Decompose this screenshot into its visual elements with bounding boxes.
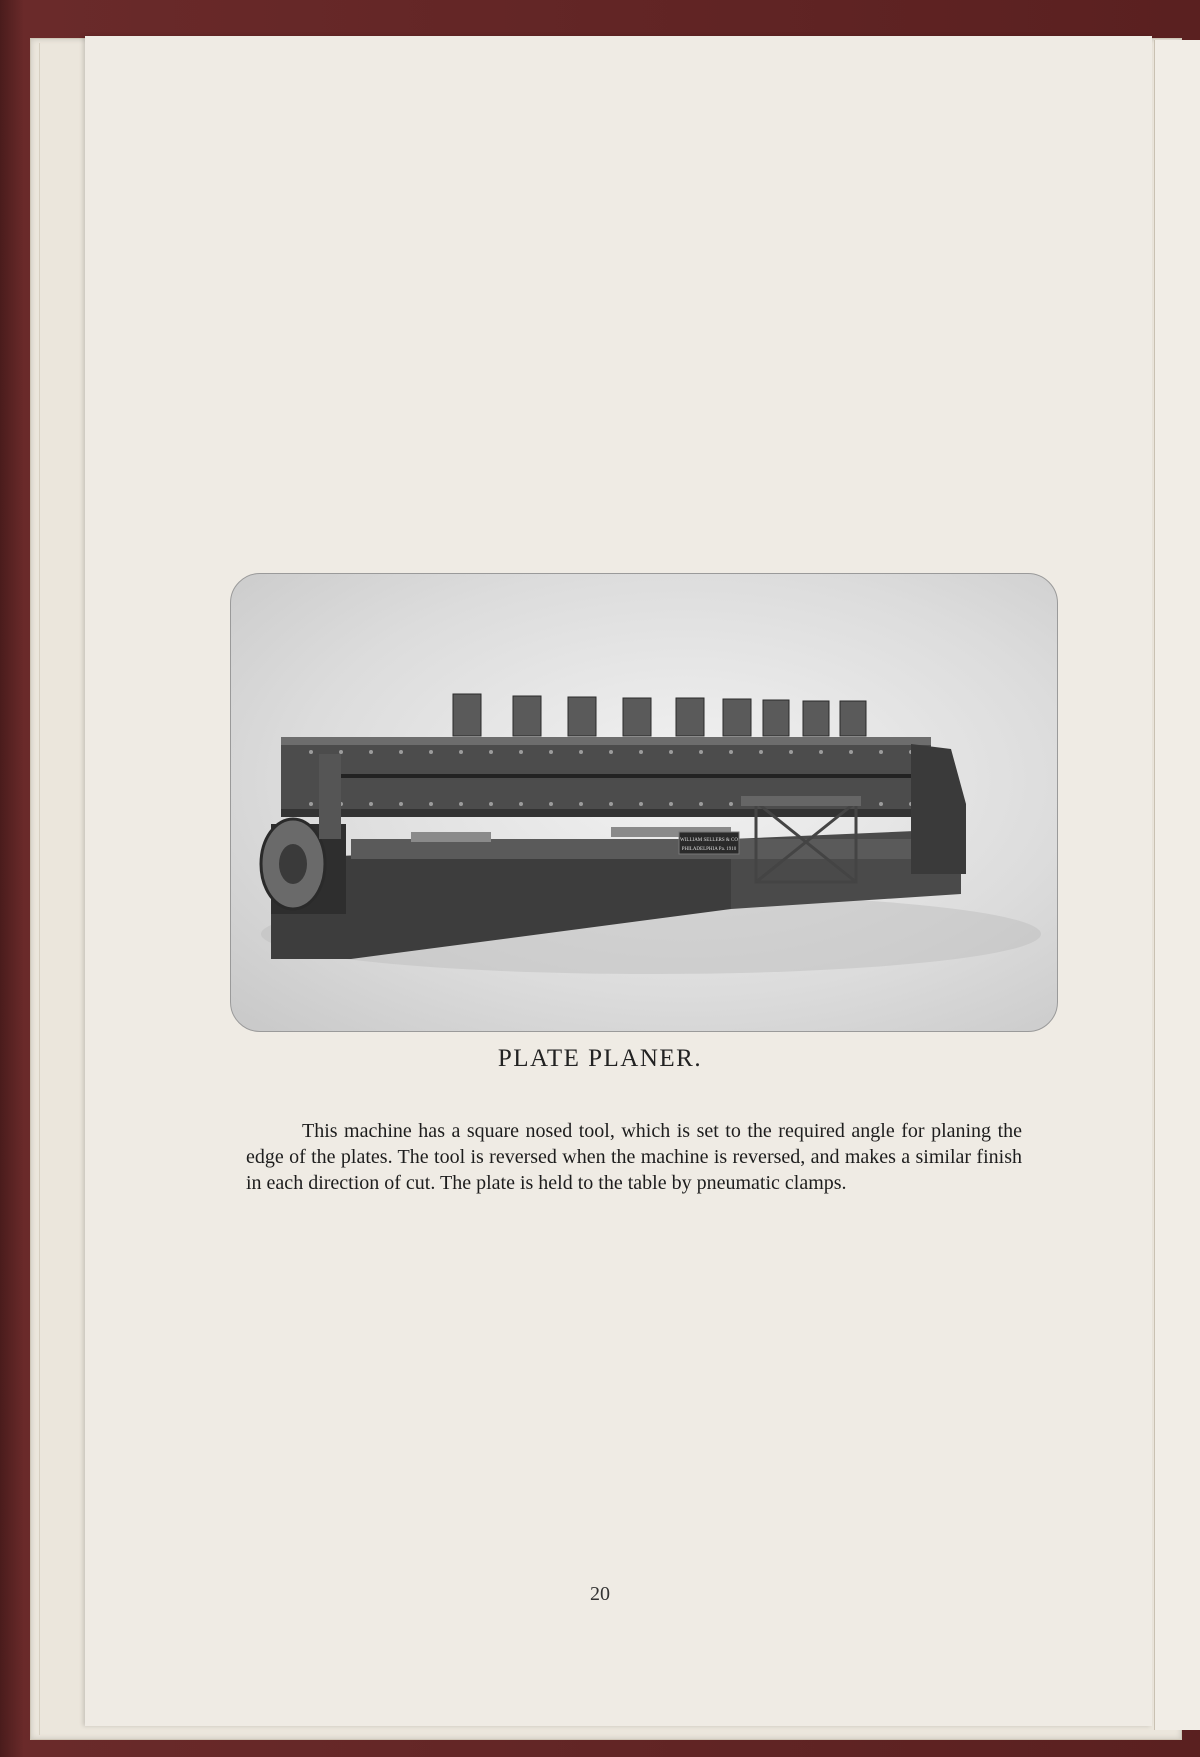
description-paragraph: This machine has a square nosed tool, which is set to the required angle for planing the edge of the plates. The tool is reversed when the machine is reversed, and makes a similar finish in each direction of cut. The plate is held to the table by pneumatic clamps.: [246, 1120, 1022, 1194]
maker-plate-line1: WILLIAM SELLERS & CO: [680, 838, 738, 843]
maker-plate-line2: PHILADELPHIA Pa. 1910: [681, 847, 737, 852]
page-number: 20: [590, 1583, 610, 1605]
next-page-edge: [1154, 40, 1200, 1730]
machine-photograph: [230, 573, 1058, 1032]
caption-title: PLATE PLANER.: [497, 1045, 703, 1072]
